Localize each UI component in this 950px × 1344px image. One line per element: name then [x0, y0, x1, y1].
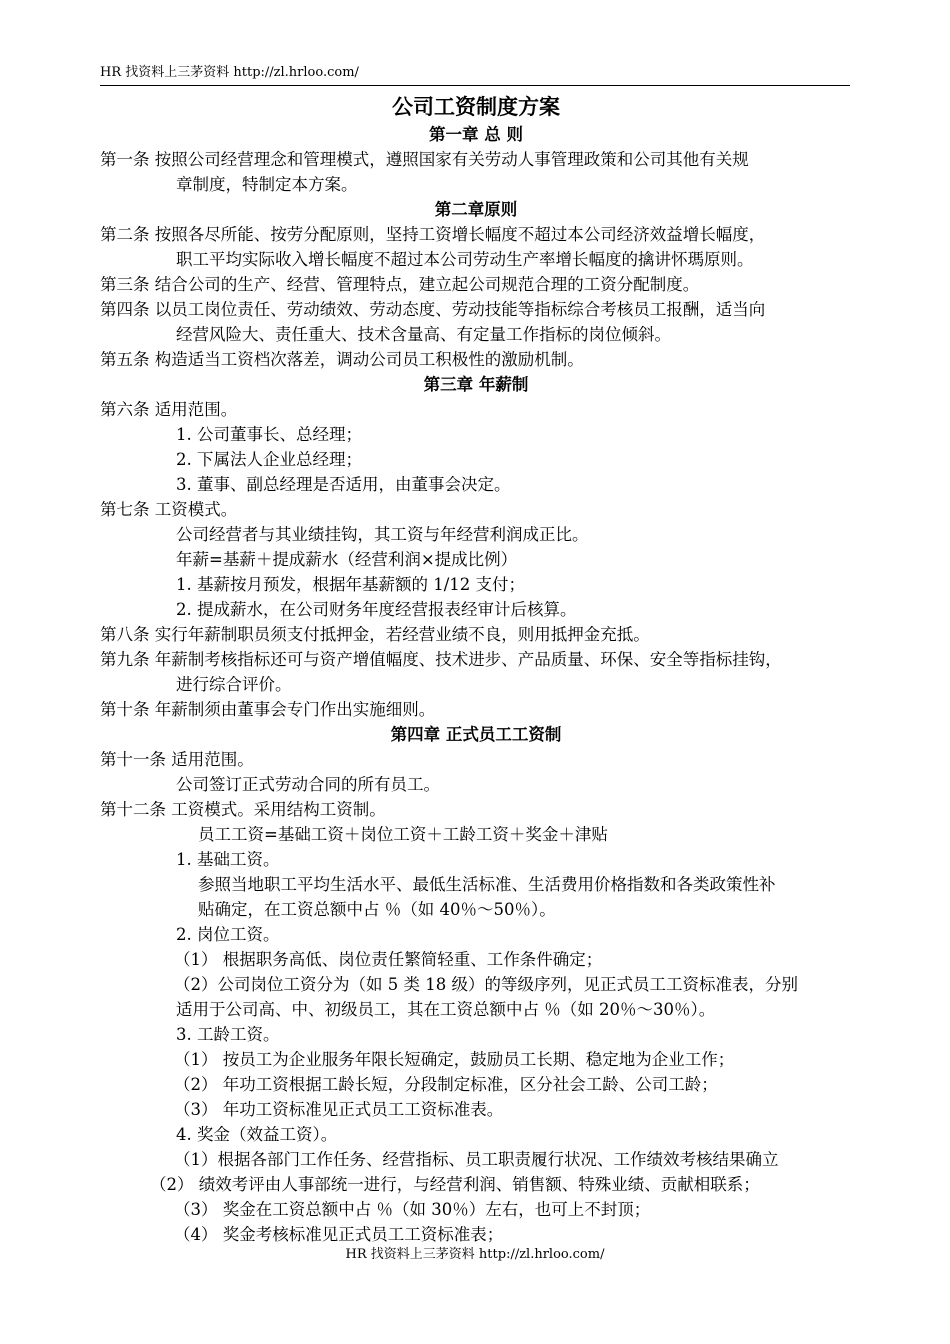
article-2-cont: 职工平均实际收入增长幅度不超过本公司劳动生产率增长幅度的擒讲怀瑪原则。 [176, 250, 754, 269]
section-1-para: 参照当地职工平均生活水平、最低生活标准、生活费用价格指数和各类政策性补 [198, 875, 776, 894]
section-2-item-1: （1） 根据职务高低、岗位责任繁简轻重、工作条件确定； [174, 950, 603, 969]
section-4-item-2: （2） 绩效考评由人事部统一进行，与经营利润、销售额、特殊业绩、贡献相联系； [150, 1175, 760, 1194]
document-title: 公司工资制度方案 [392, 94, 560, 119]
article-9-cont: 进行综合评价。 [176, 675, 292, 694]
article-11-para-1: 公司签订正式劳动合同的所有员工。 [176, 775, 440, 794]
article-6-item-3: 3. 董事、副总经理是否适用，由董事会决定。 [176, 475, 511, 494]
section-2-heading: 2. 岗位工资。 [176, 925, 280, 944]
article-1-cont: 章制度，特制定本方案。 [176, 175, 358, 194]
article-4: 第四条 以员工岗位责任、劳动绩效、劳动态度、劳动技能等指标综合考核员工报酬，适当向 [100, 300, 766, 319]
article-9: 第九条 年薪制考核指标还可与资产增值幅度、技术进步、产品质量、环保、安全等指标挂钩， [100, 650, 782, 669]
article-7-item-2: 2. 提成薪水，在公司财务年度经营报表经审计后核算。 [176, 600, 577, 619]
article-3: 第三条 结合公司的生产、经营、管理特点，建立起公司规范合理的工资分配制度。 [100, 275, 700, 294]
section-2-item-2-cont: 适用于公司高、中、初级员工，其在工资总额中占 ％（如 20％～30％）。 [176, 1000, 716, 1019]
article-7-formula: 年薪=基薪＋提成薪水（经营利润×提成比例） [176, 550, 518, 569]
section-2-item-2: （2）公司岗位工资分为（如 5 类 18 级）的等级序列，见正式员工工资标准表，分别 [174, 975, 798, 994]
document-body [100, 92, 852, 1247]
section-1-heading: 1. 基础工资。 [176, 850, 280, 869]
section-3-heading: 3. 工龄工资。 [176, 1025, 280, 1044]
section-1-para-cont: 贴确定，在工资总额中占 ％（如 40％～50％）。 [198, 900, 556, 919]
article-6-item-1: 1. 公司董事长、总经理； [176, 425, 362, 444]
section-4-heading: 4. 奖金（效益工资）。 [176, 1125, 338, 1144]
chapter-2-heading: 第二章原则 [434, 200, 518, 219]
article-10: 第十条 年薪制须由董事会专门作出实施细则。 [100, 700, 436, 719]
article-7-item-1: 1. 基薪按月预发，根据年基薪额的 1/12 支付； [176, 575, 526, 594]
article-1: 第一条 按照公司经营理念和管理模式，遵照国家有关劳动人事管理政策和公司其他有关规 [100, 150, 749, 169]
article-11: 第十一条 适用范围。 [100, 750, 254, 769]
page-footer: HR 找资料上三茅资料 http://zl.hrloo.com/ [345, 1247, 605, 1262]
article-7: 第七条 工资模式。 [100, 500, 238, 519]
article-5: 第五条 构造适当工资档次落差，调动公司员工积极性的激励机制。 [100, 350, 584, 369]
chapter-1-heading: 第一章 总 则 [429, 125, 523, 144]
header-rule [100, 85, 850, 86]
page-header: HR 找资料上三茅资料 http://zl.hrloo.com/ [100, 65, 359, 80]
section-3-item-2: （2） 年功工资根据工龄长短，分段制定标准，区分社会工龄、公司工龄； [174, 1075, 718, 1094]
chapter-4-heading: 第四章 正式员工工资制 [390, 725, 562, 744]
article-6: 第六条 适用范围。 [100, 400, 238, 419]
article-12: 第十二条 工资模式。采用结构工资制。 [100, 800, 386, 819]
article-2: 第二条 按照各尽所能、按劳分配原则，坚持工资增长幅度不超过本公司经济效益增长幅度， [100, 225, 766, 244]
article-6-item-2: 2. 下属法人企业总经理； [176, 450, 362, 469]
article-8: 第八条 实行年薪制职员须支付抵押金，若经营业绩不良，则用抵押金充抵。 [100, 625, 650, 644]
chapter-3-heading: 第三章 年薪制 [423, 375, 529, 394]
article-4-cont: 经营风险大、责任重大、技术含量高、有定量工作指标的岗位倾斜。 [176, 325, 671, 344]
section-4-item-1: （1）根据各部门工作任务、经营指标、员工职责履行状况、工作绩效考核结果确立 [174, 1150, 779, 1169]
article-7-para-1: 公司经营者与其业绩挂钩，其工资与年经营利润成正比。 [176, 525, 589, 544]
section-3-item-3: （3） 年功工资标准见正式员工工资标准表。 [174, 1100, 504, 1119]
section-4-item-4: （4） 奖金考核标准见正式员工工资标准表； [174, 1225, 504, 1244]
article-12-formula: 员工工资=基础工资＋岗位工资＋工龄工资＋奖金＋津贴 [198, 825, 608, 844]
section-3-item-1: （1） 按员工为企业服务年限长短确定，鼓励员工长期、稳定地为企业工作； [174, 1050, 735, 1069]
section-4-item-3: （3） 奖金在工资总额中占 ％（如 30％）左右，也可上不封顶； [174, 1200, 651, 1219]
